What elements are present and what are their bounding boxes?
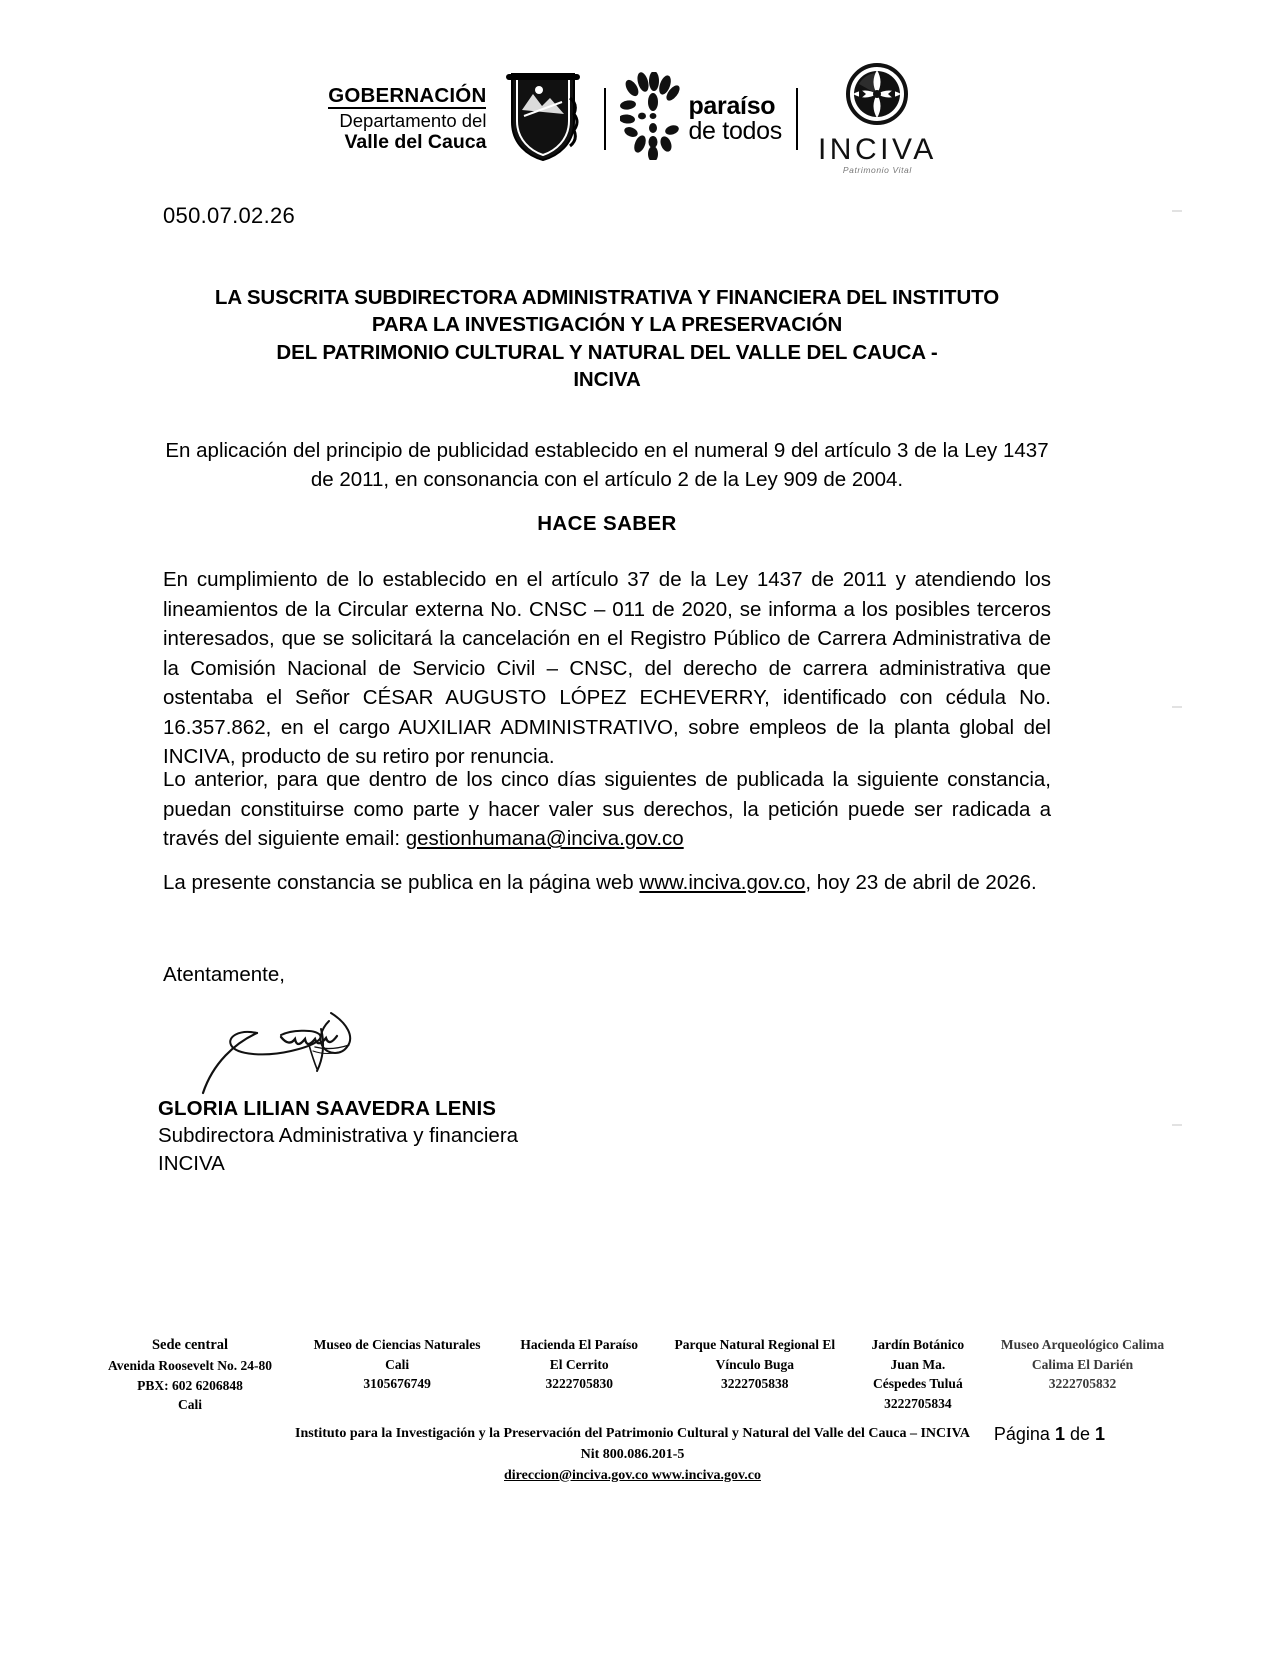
- document-reference-code: 050.07.02.26: [163, 203, 296, 228]
- signer-name: GLORIA LILIAN SAAVEDRA LENIS: [158, 1097, 497, 1120]
- branch-phone: Céspedes Tuluá: [873, 1376, 963, 1392]
- page-indicator-prefix: Página: [993, 1424, 1055, 1444]
- branch-item: [509, 1335, 649, 1394]
- page-indicator-separator: de: [1064, 1424, 1095, 1444]
- branch-name: Museo Arqueológico Calima: [1000, 1337, 1165, 1352]
- scan-artifact: [1172, 1124, 1182, 1126]
- title-line-3: DEL PATRIMONIO CULTURAL Y NATURAL DEL VALLE DEL CAUCA -: [276, 340, 938, 364]
- branch-name: Parque Natural Regional El: [674, 1337, 836, 1352]
- branch-address: Vínculo Buga: [715, 1356, 794, 1372]
- title-line-2: PARA LA INVESTIGACIÓN Y LA PRESERVACIÓN: [371, 313, 843, 337]
- gobernacion-subtitle: Departamento del: [339, 110, 487, 132]
- declaration-heading: HACE SABER: [537, 512, 677, 535]
- page-footer: [95, 1335, 1170, 1486]
- publication-prefix-text: La presente constancia se publica en la página web: [163, 871, 640, 894]
- scan-artifact: [1172, 706, 1182, 708]
- title-line-4: INCIVA: [573, 367, 641, 391]
- branch-phone: 3222705830: [545, 1376, 613, 1392]
- branch-address: Juan Ma.: [890, 1356, 946, 1372]
- valle-del-cauca-shield-icon: [496, 68, 590, 169]
- notice-paragraph: [163, 765, 1051, 854]
- closing-salutation: Atentamente,: [163, 963, 285, 986]
- intro-paragraph: En aplicación del principio de publicidad establecido en el numeral 9 del artículo 3 de la Ley 1437 de 2011, en consonancia con el artículo 2 de la Ley 909 de 2004.: [165, 439, 1049, 492]
- branch-name: Museo de Ciencias Naturales: [313, 1337, 481, 1352]
- publication-paragraph: [163, 868, 1051, 898]
- inciva-website-link[interactable]: www.inciva.gov.co: [639, 871, 806, 894]
- inciva-wordmark: INCIVA: [817, 133, 937, 166]
- body-paragraph: En cumplimiento de lo establecido en el artículo 37 de la Ley 1437 de 2011 y atendiendo los lineamientos de la Circular externa No. CNSC – 011 de 2020, se informa a los posibles terceros interesados, que se solicitará la cancelación en el Registro Público de Carrera Administrativa de la Comisión Nacional de Servicio Civil – CNSC, del derecho de carrera administrativa que ostentaba el Señor CÉSAR AUGUSTO LÓPEZ ECHEVERRY, identificado con cédula No. 16.357.862, en el cargo AUXILIAR ADMINISTRATIVO, sobre empleos de la planta global del INCIVA, producto de su retiro por renuncia.: [163, 568, 1051, 769]
- publication-suffix-text: , hoy 23 de abril de 2026.: [805, 871, 1037, 894]
- branch-item: [669, 1335, 841, 1394]
- gobernacion-logo-text: [328, 85, 496, 152]
- de-todos-label: de todos: [688, 116, 782, 145]
- branch-item: [995, 1335, 1170, 1394]
- branch-name: Sede central: [151, 1337, 229, 1353]
- branch-phone: 3105676749: [363, 1376, 431, 1392]
- branch-address: Calima El Darién: [1031, 1356, 1134, 1372]
- inciva-emblem-icon: [845, 62, 909, 131]
- institute-full-name: Instituto para la Investigación y la Preservación del Patrimonio Cultural y Natural del Valle del Cauca – INCIVA: [295, 1425, 970, 1441]
- branch-city: Cali: [177, 1397, 202, 1413]
- branch-phone: 3222705832: [1048, 1376, 1117, 1392]
- paraiso-de-todos-logo: [620, 72, 782, 165]
- branch-city: 3222705834: [884, 1395, 952, 1411]
- paraiso-label: paraíso: [688, 91, 776, 120]
- letterhead: [0, 62, 1265, 175]
- branch-list: [95, 1335, 1170, 1415]
- notice-text: Lo anterior, para que dentro de los cinco días siguientes de publicada la siguiente constancia, puedan constituirse como parte y hacer valer sus derechos, la petición puede ser radicada a través del siguiente email:: [163, 768, 1051, 851]
- document-title: [163, 284, 1051, 393]
- institute-contact-links[interactable]: direccion@inciva.gov.co www.inciva.gov.co: [504, 1467, 761, 1483]
- inciva-tagline: Patrimonio Vital: [842, 165, 912, 175]
- handwritten-signature-icon: [195, 985, 415, 1095]
- inciva-logo: [818, 62, 937, 175]
- title-line-1: LA SUSCRITA SUBDIRECTORA ADMINISTRATIVA Y FINANCIERA DEL INSTITUTO: [214, 286, 1000, 309]
- signature-block: [158, 1095, 518, 1177]
- logo-divider-2: [796, 88, 798, 150]
- branch-item: [95, 1335, 285, 1415]
- page-indicator-current: 1: [1054, 1424, 1065, 1444]
- branch-address: Avenida Roosevelt No. 24-80: [108, 1358, 272, 1374]
- signer-title: Subdirectora Administrativa y financiera: [158, 1124, 519, 1148]
- branch-name: Hacienda El Paraíso: [520, 1337, 639, 1352]
- scan-artifact: [1172, 210, 1182, 212]
- contact-email-link[interactable]: gestionhumana@inciva.gov.co: [405, 827, 684, 851]
- page-indicator-total: 1: [1094, 1424, 1105, 1444]
- branch-phone: PBX: 602 6206848: [137, 1377, 243, 1393]
- branch-phone: 3222705838: [721, 1376, 789, 1392]
- logo-divider-1: [604, 88, 606, 150]
- gobernacion-title: GOBERNACIÓN: [328, 85, 486, 109]
- branch-address: El Cerrito: [549, 1356, 609, 1372]
- branch-address: Cali: [385, 1356, 410, 1372]
- branch-name: Jardín Botánico: [871, 1337, 965, 1352]
- branch-item: [860, 1335, 975, 1413]
- signer-entity: INCIVA: [158, 1151, 225, 1175]
- institute-nit: Nit 800.086.201-5: [580, 1446, 685, 1462]
- gobernacion-department: Valle del Cauca: [344, 130, 487, 153]
- paraiso-burst-icon: [620, 72, 680, 165]
- page-indicator: [994, 1424, 1105, 1445]
- branch-item: [305, 1335, 490, 1394]
